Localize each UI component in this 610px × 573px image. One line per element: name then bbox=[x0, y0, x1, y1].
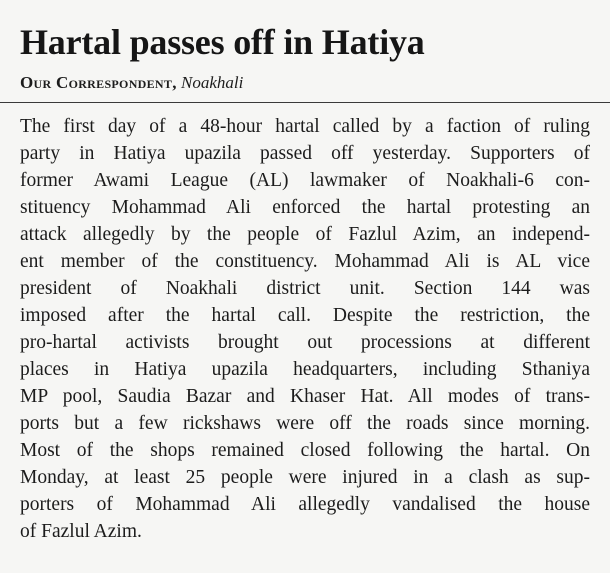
body-line: president of Noakhali district unit. Section 144 was bbox=[20, 278, 590, 299]
byline-location: Noakhali bbox=[181, 73, 244, 92]
body-line: stituency Mohammad Ali enforced the hartal protesting an bbox=[20, 197, 590, 218]
body-line: ent member of the constituency. Mohammad Ali is AL vice bbox=[20, 251, 590, 272]
body-line: porters of Mohammad Ali allegedly vandalised the house bbox=[20, 494, 590, 515]
body-line: former Awami League (AL) lawmaker of Noakhali-6 con- bbox=[20, 170, 590, 191]
byline bbox=[20, 72, 596, 94]
divider bbox=[0, 102, 610, 103]
body-line: Most of the shops remained closed following the hartal. On bbox=[20, 440, 590, 461]
headline: Hartal passes off in Hatiya bbox=[20, 22, 425, 62]
body-line: The first day of a 48-hour hartal called by a faction of ruling bbox=[20, 116, 590, 137]
body-line-last: of Fazlul Azim. bbox=[20, 521, 142, 542]
body-line: imposed after the hartal call. Despite the restriction, the bbox=[20, 305, 590, 326]
body-line: Monday, at least 25 people were injured in a clash as sup- bbox=[20, 467, 590, 488]
body-line: places in Hatiya upazila headquarters, including Sthaniya bbox=[20, 359, 590, 380]
byline-correspondent: Our Correspondent, bbox=[20, 73, 177, 92]
body-line: ports but a few rickshaws were off the roads since morning. bbox=[20, 413, 590, 434]
body-line: pro-hartal activists brought out processions at different bbox=[20, 332, 590, 353]
body-line: MP pool, Saudia Bazar and Khaser Hat. All modes of trans- bbox=[20, 386, 590, 407]
body-line: attack allegedly by the people of Fazlul Azim, an independ- bbox=[20, 224, 590, 245]
body-line: party in Hatiya upazila passed off yesterday. Supporters of bbox=[20, 143, 590, 164]
article-body bbox=[20, 113, 596, 545]
